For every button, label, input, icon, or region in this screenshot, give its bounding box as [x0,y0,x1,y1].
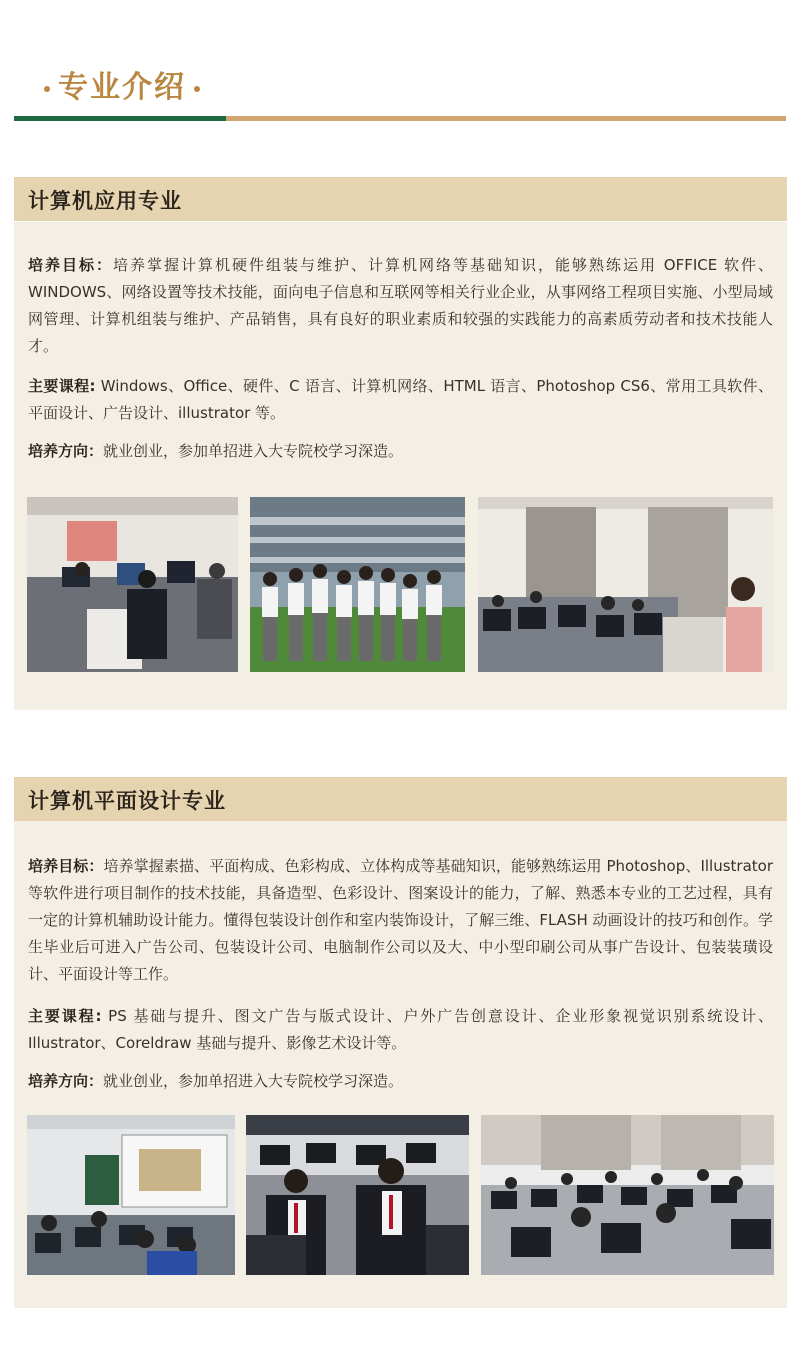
training-goal [28,252,773,360]
title-dot-left [44,86,50,92]
page-title [36,62,208,106]
section-title: 计算机平面设计专业 [28,789,226,813]
student-group-photo [250,497,465,672]
header-divider-accent [14,116,226,121]
computer-lab-photo [27,497,238,672]
course-text: PS 基础与提升、图文广告与版式设计、户外广告创意设计、企业形象视觉识别系统设计、Illustrator、Coreldraw 基础与提升、影像艺术设计等。 [28,1007,774,1052]
training-direction [28,438,773,465]
course-label: 主要课程: [28,377,96,395]
main-courses [28,373,773,427]
direction-label: 培养方向： [28,1072,104,1090]
course-text: Windows、Office、硬件、C 语言、计算机网络、HTML 语言、Photoshop CS6、常用工具软件、平面设计、广告设计、illustrator 等。 [28,377,773,422]
course-label: 主要课程: [28,1007,102,1025]
classroom-teacher-photo [478,497,773,672]
uniform-students-photo [246,1115,469,1275]
projector-classroom-photo [27,1115,235,1275]
page-title-text: 专业介绍 [58,70,186,105]
goal-text: 培养掌握计算机硬件组装与维护、计算机网络等基础知识，能够熟练运用 OFFICE 软件、WINDOWS、网络设置等技术技能，面向电子信息和互联网等相关行业企业，从事网络工程项目实施、小型局域网管理、计算机组装与维护、产品销售，具有良好的职业素质和较强的实践能力的高素质劳动者和技术技能人才。 [28,256,773,355]
training-direction [28,1068,773,1095]
direction-label: 培养方向： [28,442,104,460]
title-dot-right [194,86,200,92]
goal-label: 培养目标： [28,256,114,274]
direction-text: 就业创业，参加单招进入大专院校学习深造。 [103,1072,404,1090]
computer-room-photo [481,1115,774,1275]
training-goal [28,853,773,988]
main-courses [28,1003,773,1057]
section-title-bar [14,177,787,221]
goal-text: 培养掌握素描、平面构成、色彩构成、立体构成等基础知识，能够熟练运用 Photoshop、Illustrator 等软件进行项目制作的技术技能，具备造型、色彩设计、图案设计的能力，了解、熟悉本专业的工艺过程，具有一定的计算机辅助设计能力。懂得包装设计创作和室内装饰设计，了解三维、FLASH 动画设计的技巧和创作。学生毕业后可进入广告公司、包装设计公司、电脑制作公司以及大、中小型印刷公司从事广告设计、包装装璜设计、平面设计等工作。 [28,857,773,983]
direction-text: 就业创业，参加单招进入大专院校学习深造。 [103,442,404,460]
page-header [0,0,800,130]
section-title: 计算机应用专业 [28,189,182,213]
goal-label: 培养目标： [28,857,104,875]
section-title-bar [14,777,787,821]
